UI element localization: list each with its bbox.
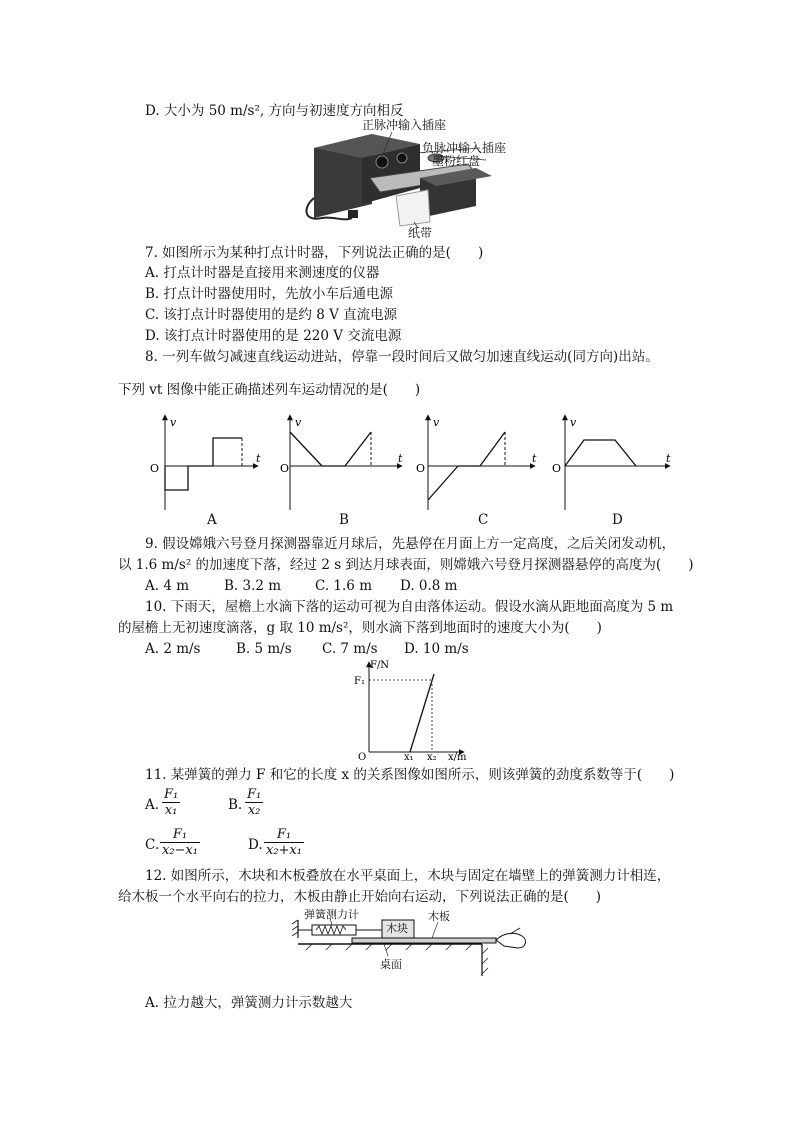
q8-stem-line2: 下列 vt 图像中能正确描述列车运动情况的是( )	[118, 382, 421, 398]
timer-figure	[300, 118, 520, 240]
q11-option-d-den: x₂+x₁	[266, 843, 302, 858]
q7-stem: 7. 如图所示为某种打点计时器，下列说法正确的是( )	[145, 245, 484, 261]
q8-b-v-label: v	[295, 416, 302, 429]
label-paper-tape: 纸带	[408, 226, 433, 240]
q11-stem: 11. 某弹簧的弹力 F 和它的长度 x 的关系图像如图所示，则该弹簧的劲度系数等于( )	[145, 767, 675, 783]
q8-stem-line1: 8. 一列车做匀减速直线运动进站，停靠一段时间后又做匀加速直线运动(同方向)出站。	[145, 349, 659, 365]
q8-d-v-label: v	[570, 416, 577, 429]
q10-option-c: C. 7 m/s	[322, 641, 378, 657]
q10-option-a: A. 2 m/s	[145, 641, 201, 657]
q9-option-c: C. 1.6 m	[315, 578, 372, 594]
q8-graph-c	[416, 415, 537, 510]
q8-graph-b-label: B	[339, 512, 349, 528]
q11-option-b-num: F₁	[247, 787, 262, 802]
q7-option-b: B. 打点计时器使用时，先放小车后通电源	[145, 286, 394, 302]
q9-option-b: B. 3.2 m	[224, 578, 282, 594]
q11-option-c-prefix: C.	[145, 837, 160, 853]
q11-option-a-num: F₁	[164, 787, 179, 802]
wood-board-icon	[352, 938, 496, 943]
q10-stem-line1: 10. 下雨天，屋檐上水滴下落的运动可视为自由落体运动。假设水滴从距地面高度为 5 m	[145, 599, 674, 615]
q12-label-table: 桌面	[380, 958, 402, 971]
q7-option-a: A. 打点计时器是直接用来测速度的仪器	[145, 265, 380, 281]
hand-icon	[496, 933, 525, 948]
q11-f1-tick: F₁	[354, 676, 365, 687]
q9-stem-line1: 9. 假设嫦娥六号登月探测器靠近月球后，先悬停在月面上方一定高度，之后关闭发动机，	[145, 536, 676, 552]
q12-label-board: 木板	[428, 910, 450, 923]
q12-stem-line2: 给木板一个水平向右的拉力，木板由静止开始向右运动，下列说法正确的是( )	[118, 889, 602, 905]
q8-a-origin: O	[150, 462, 160, 475]
q8-graph-d	[552, 415, 671, 510]
q8-a-t-label: t	[256, 452, 261, 465]
q12-option-a: A. 拉力越大，弹簧测力计示数越大	[145, 995, 353, 1011]
q11-option-c-den: x₂−x₁	[162, 843, 198, 858]
q8-d-origin: O	[552, 462, 562, 475]
label-negative-pulse-socket: 负脉冲输入插座	[422, 141, 507, 155]
q11-option-d-num: F₁	[264, 827, 304, 843]
q10-option-d: D. 10 m/s	[404, 641, 469, 657]
q12-label-spring-scale: 弹簧测力计	[304, 908, 359, 921]
label-ink-disk: 墨粉红盘	[432, 154, 481, 168]
q8-a-v-label: v	[170, 416, 177, 429]
q8-c-t-label: t	[532, 452, 537, 465]
q10-stem-line2: 的屋檐上无初速度滴落，g 取 10 m/s²，则水滴下落到地面时的速度大小为( )	[118, 620, 602, 636]
negative-socket-icon	[397, 153, 407, 163]
q7-option-d: D. 该打点计时器使用的是 220 V 交流电源	[145, 328, 402, 344]
q11-option-d-prefix: D.	[248, 837, 263, 853]
q11-option-c-num: F₁	[160, 827, 200, 843]
q8-graph-b	[280, 415, 403, 510]
q11-option-a-den: x₁	[164, 803, 178, 818]
q9-stem-line2: 以 1.6 m/s² 的加速度下落，经过 2 s 到达月球表面，则嫦娥六号登月探测器悬停的高度为( )	[118, 557, 694, 573]
q11-option-a-prefix: A.	[145, 797, 160, 813]
paper-tape-icon	[396, 190, 430, 226]
q8-graph-d-label: D	[612, 512, 623, 528]
q8-graph-a-label: A	[207, 512, 217, 528]
q8-b-origin: O	[280, 462, 290, 475]
q12-stem-line1: 12. 如图所示，木块和木板叠放在水平桌面上，木块与固定在墙壁上的弹簧测力计相连，	[145, 868, 671, 884]
q11-y-axis-label: F/N	[370, 660, 390, 671]
q11-force-length-graph	[352, 656, 472, 762]
q8-c-origin: O	[416, 462, 426, 475]
q9-option-d: D. 0.8 m	[400, 578, 458, 594]
q11-option-d-fraction	[264, 827, 304, 858]
q11-option-a-fraction	[162, 787, 180, 818]
q11-x1-tick: x₁	[404, 752, 414, 762]
q8-graph-c-label: C	[478, 512, 489, 528]
q11-x-axis-label: x/m	[448, 752, 467, 762]
label-positive-pulse-socket: 正脉冲输入插座	[362, 118, 447, 132]
q8-vt-graphs	[140, 410, 680, 530]
q11-option-c-fraction	[160, 827, 200, 858]
q9-option-a: A. 4 m	[145, 578, 190, 594]
q8-d-t-label: t	[666, 452, 671, 465]
q11-option-b-den: x₂	[247, 803, 261, 818]
q10-option-b: B. 5 m/s	[236, 641, 292, 657]
q8-c-v-label: v	[433, 416, 440, 429]
q7-option-c: C. 该打点计时器使用的是约 8 V 直流电源	[145, 307, 398, 323]
q11-origin: O	[358, 752, 367, 762]
q8-graph-a	[150, 415, 261, 510]
positive-socket-icon	[376, 156, 388, 168]
q8-b-t-label: t	[398, 452, 403, 465]
q11-option-b-fraction	[245, 787, 263, 818]
q11-x2-tick: x₂	[427, 752, 437, 762]
q12-label-block: 木块	[386, 922, 408, 935]
q6-option-d: D. 大小为 50 m/s², 方向与初速度方向相反	[145, 103, 404, 119]
q11-option-b-prefix: B.	[228, 797, 243, 813]
